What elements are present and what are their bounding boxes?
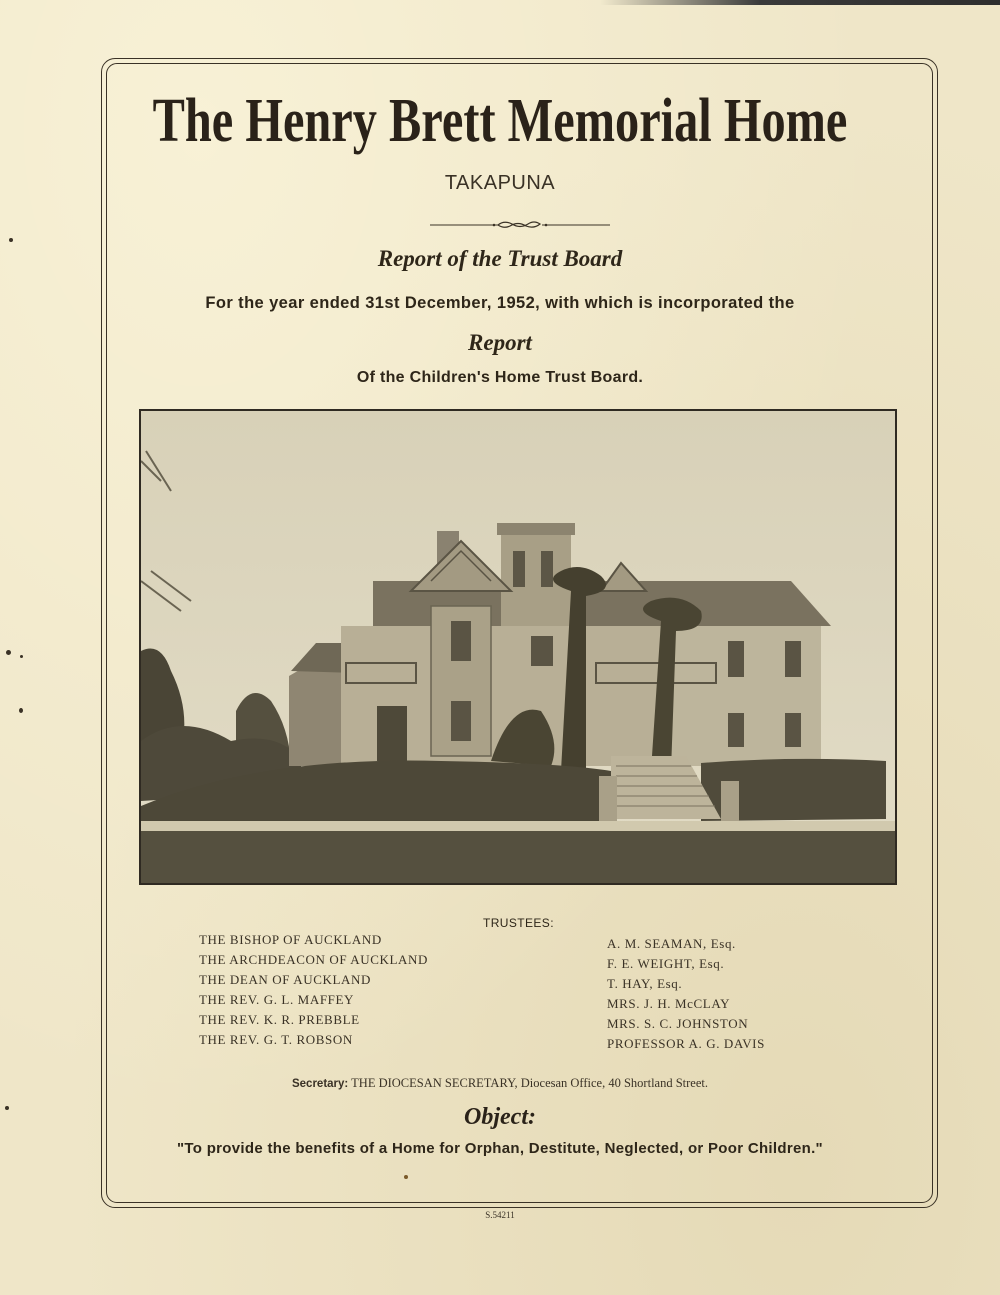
childrens-board-line: Of the Children's Home Trust Board. (356, 369, 644, 386)
trustee-item: A. M. SEAMAN, Esq. (607, 936, 736, 951)
object-heading: Object: (464, 1104, 536, 1130)
location-subtitle: TAKAPUNA (444, 172, 556, 194)
report-subheading: Report (468, 330, 532, 355)
secretary-value: THE DIOCESAN SECRETARY, Diocesan Office, 40 Shortland Street. (351, 1076, 708, 1090)
trustee-item: THE REV. G. L. MAFFEY (199, 992, 355, 1007)
document-title: The Henry Brett Memorial Home (152, 87, 848, 155)
trustee-item: PROFESSOR A. G. DAVIS (607, 1036, 765, 1051)
secretary-line (0, 1076, 1000, 1091)
trustee-item: THE REV. K. R. PREBBLE (199, 1012, 360, 1027)
margin-speck (5, 1106, 9, 1110)
house-photograph (139, 409, 897, 885)
house-illustration (141, 411, 895, 883)
trustee-item: THE REV. G. T. ROBSON (199, 1032, 353, 1047)
trustees-heading: TRUSTEES: (483, 916, 554, 930)
margin-speck (9, 238, 13, 242)
report-year-line: For the year ended 31st December, 1952, with which is incorporated the (205, 294, 795, 312)
trustees-list-left (199, 930, 428, 1050)
margin-speck (19, 708, 23, 713)
trustee-item: THE ARCHDEACON OF AUCKLAND (199, 952, 429, 967)
margin-speck (404, 1175, 408, 1179)
trustee-item: THE BISHOP OF AUCKLAND (199, 932, 382, 947)
secretary-label: Secretary: (291, 1078, 349, 1090)
trustee-item: F. E. WEIGHT, Esq. (607, 956, 725, 971)
trustee-item: THE DEAN OF AUCKLAND (199, 972, 371, 987)
flourish-ornament-icon (430, 218, 610, 232)
trustees-list-right (607, 934, 765, 1054)
print-code: S.54211 (485, 1210, 515, 1220)
object-statement: "To provide the benefits of a Home for Orphan, Destitute, Neglected, or Poor Children." (177, 1140, 823, 1157)
trustee-item: MRS. S. C. JOHNSTON (607, 1016, 749, 1031)
trustee-item: MRS. J. H. McCLAY (607, 996, 731, 1011)
margin-speck (6, 650, 11, 655)
report-heading: Report of the Trust Board (377, 246, 623, 271)
trustee-item: T. HAY, Esq. (607, 976, 683, 991)
scan-edge-shadow (600, 0, 1000, 5)
margin-speck (20, 655, 23, 658)
